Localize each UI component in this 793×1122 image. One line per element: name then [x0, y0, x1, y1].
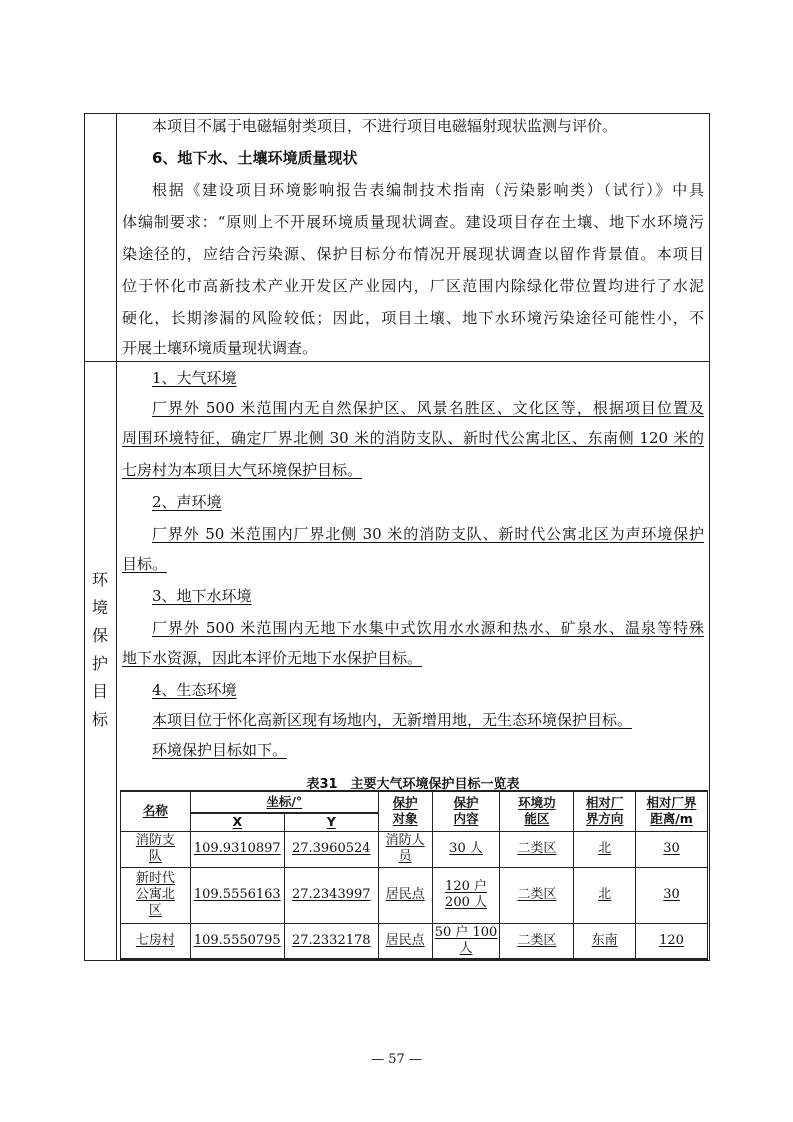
groundwater-paragraph-line: 地下水资源，因此本评价无地下水保护目标。: [122, 649, 423, 667]
noise-paragraph-line: 目标。: [122, 555, 168, 573]
section-heading-6: 6、地下水、土壤环境质量现状: [152, 149, 358, 167]
protection-targets-table: [120, 790, 708, 960]
cell-zone: 二类区: [500, 867, 574, 923]
header-coord: 坐标/°: [190, 791, 378, 813]
cell-direction: 北: [574, 831, 636, 867]
groundwater-paragraph-line: 厂界外 500 米范围内无地下水集中式饮用水水源和热水、矿泉水、温泉等特殊: [152, 619, 704, 637]
side-label-char: 环: [91, 570, 108, 589]
cell-content: 30 人: [432, 831, 500, 867]
ecology-paragraph: 本项目位于怀化高新区现有场地内，无新增用地，无生态环境保护目标。: [152, 711, 633, 729]
cell-name: 消防支 队: [121, 831, 191, 867]
header-zone: 环境功 能区: [500, 791, 574, 831]
paragraph-line: 开展土壤环境质量现状调查。: [122, 339, 318, 357]
heading-air: 1、大气环境: [152, 369, 237, 387]
header-x: X: [190, 813, 284, 831]
paragraph-line: 体编制要求：“原则上不开展环境质量现状调查。建设项目存在土壤、地下水环境污: [122, 213, 704, 231]
side-label-protection-targets: [86, 566, 114, 734]
cell-y: 27.2343997: [284, 867, 378, 923]
cell-distance: 30: [636, 867, 708, 923]
cell-object: 居民点: [378, 923, 432, 959]
column-divider: [116, 113, 117, 961]
header-content: 保护 内容: [432, 791, 500, 831]
cell-y: 27.2332178: [284, 923, 378, 959]
header-y: Y: [284, 813, 378, 831]
side-label-char: 目: [91, 682, 108, 701]
cell-direction: 北: [574, 867, 636, 923]
heading-noise: 2、声环境: [152, 493, 222, 511]
cell-y: 27.3960524: [284, 831, 378, 867]
air-paragraph-line: 七房村为本项目大气环境保护目标。: [122, 461, 363, 479]
targets-intro: 环境保护目标如下。: [152, 741, 288, 759]
cell-object: 居民点: [378, 867, 432, 923]
side-label-char: 保: [91, 626, 108, 645]
cell-object: 消防人 员: [378, 831, 432, 867]
paragraph-line: 染途径的，应结合污染源、保护目标分布情况开展现状调查以留作背景值。本项目: [122, 245, 704, 263]
cell-name: 新时代 公寓北 区: [121, 867, 191, 923]
cell-name: 七房村: [121, 923, 191, 959]
header-distance: 相对厂界 距离/m: [636, 791, 708, 831]
cell-distance: 120: [636, 923, 708, 959]
cell-direction: 东南: [574, 923, 636, 959]
em-radiation-statement: 本项目不属于电磁辐射类项目，不进行项目电磁辐射现状监测与评价。: [152, 117, 618, 135]
cell-distance: 30: [636, 831, 708, 867]
cell-x: 109.5550795: [190, 923, 284, 959]
noise-paragraph-line: 厂界外 50 米范围内厂界北侧 30 米的消防支队、新时代公寓北区为声环境保护: [152, 525, 704, 543]
row-divider: [84, 361, 710, 362]
header-name: 名称: [121, 791, 191, 831]
table-row: [121, 923, 708, 959]
paragraph-line: 位于怀化市高新技术产业开发区产业园内，厂区范围内除绿化带位置均进行了水泥: [122, 277, 704, 295]
cell-x: 109.9310897: [190, 831, 284, 867]
cell-x: 109.5556163: [190, 867, 284, 923]
cell-zone: 二类区: [500, 923, 574, 959]
side-label-char: 护: [91, 654, 108, 673]
table-row: [121, 867, 708, 923]
side-label-char: 境: [91, 598, 108, 617]
page-number: — 57 —: [371, 1052, 422, 1067]
air-paragraph-line: 厂界外 500 米范围内无自然保护区、风景名胜区、文化区等，根据项目位置及: [152, 399, 704, 417]
air-paragraph-line: 周围环境特征，确定厂界北侧 30 米的消防支队、新时代公寓北区、东南侧 120 米的: [122, 429, 704, 447]
heading-groundwater: 3、地下水环境: [152, 587, 252, 605]
side-label-char: 标: [91, 710, 108, 729]
cell-zone: 二类区: [500, 831, 574, 867]
paragraph-line: 硬化，长期渗漏的风险较低；因此，项目土壤、地下水环境污染途径可能性小，不: [122, 309, 704, 327]
cell-content: 50 户 100 人: [432, 923, 500, 959]
table-row: [121, 831, 708, 867]
heading-ecology: 4、生态环境: [152, 681, 237, 699]
cell-content: 120 户 200 人: [432, 867, 500, 923]
table-caption-text: 表31 主要大气环境保护目标一览表: [306, 777, 520, 792]
header-direction: 相对厂 界方向: [574, 791, 636, 831]
paragraph-line: 根据《建设项目环境影响报告表编制技术指南（污染影响类）（试行）》中具: [152, 181, 704, 199]
header-object: 保护 对象: [378, 791, 432, 831]
